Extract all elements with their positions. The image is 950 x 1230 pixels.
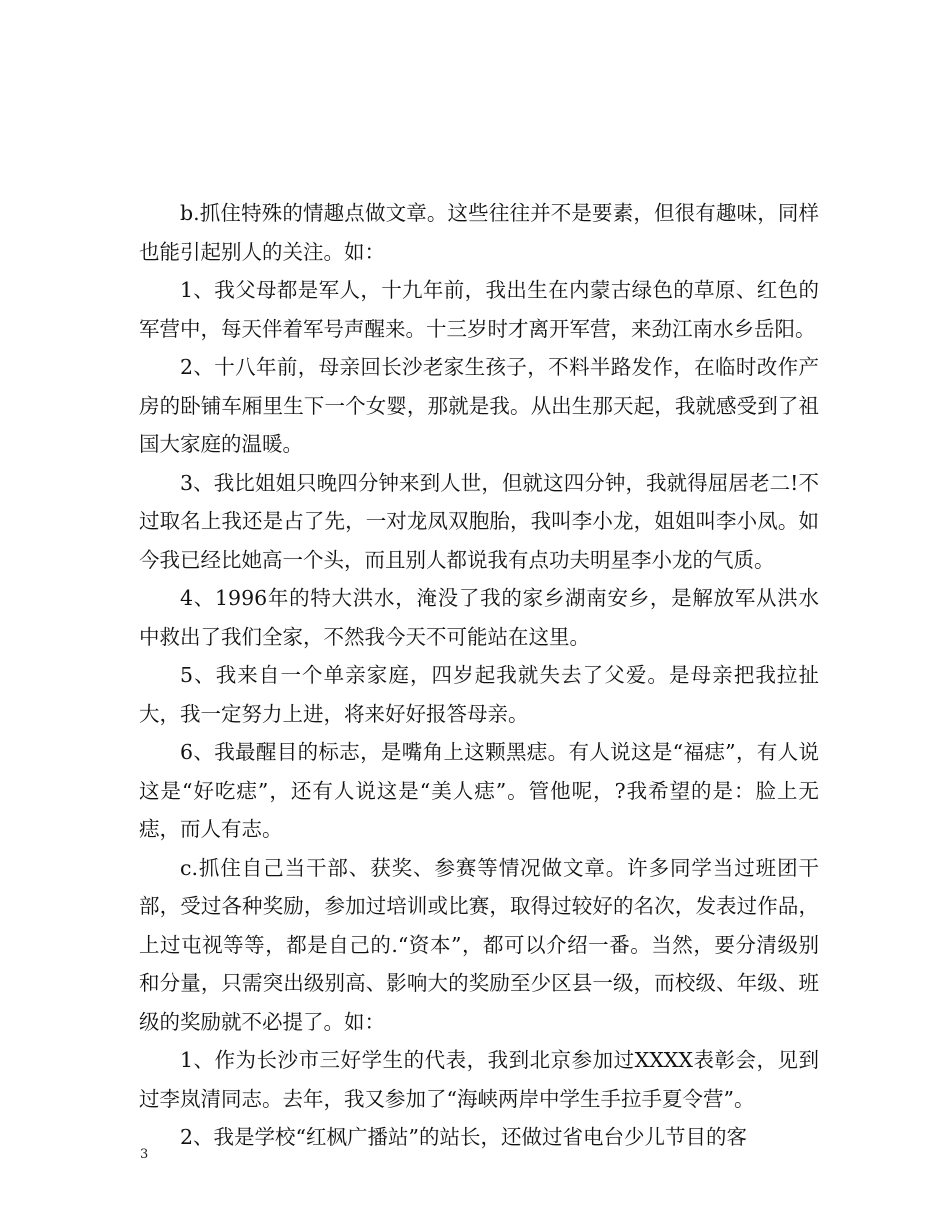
paragraph-c-1: 1、作为长沙市三好学生的代表，我到北京参加过XXXX表彰会，见到过李岚清同志。去年，我又参加了“海峡两岸中学生手拉手夏令营”。 [139, 1048, 819, 1111]
paragraph-c: c.抓住自己当干部、获奖、参赛等情况做文章。许多同学当过班团干部，受过各种奖励，参加过培训或比赛，取得过较好的名次，发表过作品，上过屯视等等，都是自己的.“资本”，都可以介绍一番。当然，要分清级别和分量，只需突出级别高、影响大的奖励至少区县一级，而校级、年级、班级的奖励就不必提了。如： [139, 855, 819, 1034]
paragraph-b-1: 1、我父母都是军人，十九年前，我出生在内蒙古绿色的草原、红色的军营中，每天伴着军号声醒来。十三岁时才离开军营，来劲江南水乡岳阳。 [139, 278, 819, 341]
paragraph-b-6: 6、我最醒目的标志，是嘴角上这颗黑痣。有人说这是“福痣”，有人说这是“好吃痣”，还有人说这是“美人痣”。管他呢，?我希望的是：脸上无痣，而人有志。 [139, 740, 819, 841]
paragraph-b-3: 3、我比姐姐只晚四分钟来到人世，但就这四分钟，我就得屈居老二!不过取名上我还是占了先，一对龙凤双胞胎，我叫李小龙，姐姐叫李小凤。如今我已经比她高一个头，而且别人都说我有点功夫明星李小龙的气质。 [139, 470, 819, 572]
paragraph-b: b.抓住特殊的情趣点做文章。这些往往并不是要素，但很有趣味，同样也能引起别人的关注。如： [139, 201, 819, 264]
page-number: 3 [140, 1147, 149, 1162]
paragraph-c-2: 2、我是学校“红枫广播站”的站长，还做过省电台少儿节目的客 [180, 1125, 748, 1149]
paragraph-b-5: 5、我来自一个单亲家庭，四岁起我就失去了父爱。是母亲把我拉扯大，我一定努力上进，将来好好报答母亲。 [139, 663, 819, 726]
paragraph-b-2: 2、十八年前，母亲回长沙老家生孩子，不料半路发作，在临时改作产房的卧铺车厢里生下一个女婴，那就是我。从出生那天起，我就感受到了祖国大家庭的温暖。 [139, 355, 819, 456]
paragraph-b-4: 4、1996年的特大洪水，淹没了我的家乡湖南安乡，是解放军从洪水中救出了我们全家，不然我今天不可能站在这里。 [139, 586, 819, 649]
body-text [139, 194, 819, 1157]
